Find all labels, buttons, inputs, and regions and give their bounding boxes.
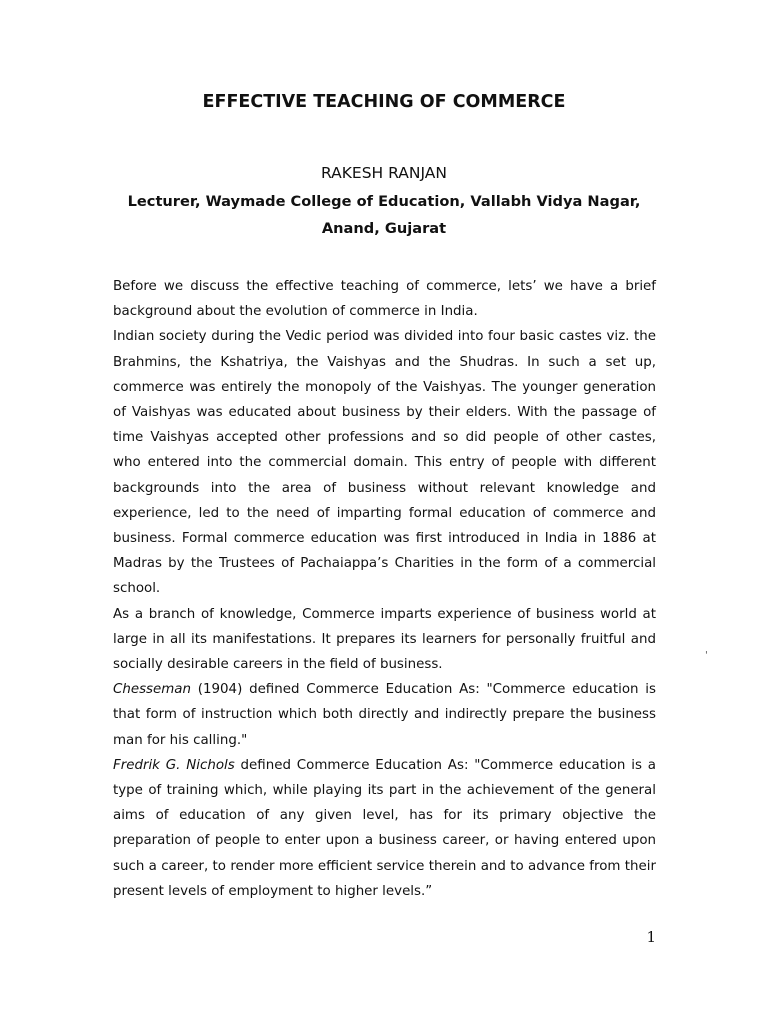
definition-author: Chesseman [113,682,192,698]
paragraph: Indian society during the Vedic period was divided into four basic castes viz. the Brahmins, the Kshatriya, the Vaishyas and the Shudras. In such a set up, commerce was entirely the monopoly of the Vaishyas. The younger generation of Vaishyas was educated about business by their elders. With the passage of time Vaishyas accepted other professions and so did people of other castes, who entered into the commercial domain. This entry of people with different backgrounds into the area of business without relevant knowledge and experience, led to the need of imparting formal education of commerce and business. Formal commerce education was first introduced in India in 1886 at Madras by the Trustees of Pachaiappa’s Charities in the form of a commercial school. [113,329,656,597]
author-affiliation: Lecturer, Waymade College of Education, Vallabh Vidya Nagar, Anand, Gujarat [127,193,641,237]
definition-paragraph [113,677,656,753]
definition-text: (1904) defined Commerce Education As: "Commerce education is that form of instruction which both directly and indirectly prepare the business man for his calling." [113,682,656,748]
paragraph: As a branch of knowledge, Commerce imparts experience of business world at large in all its manifestations. It prepares its learners for personally fruitful and socially desirable careers in the field of business. [113,606,656,673]
document-body [113,274,656,904]
definition-paragraph [113,753,656,904]
paragraph: Before we discuss the effective teaching of commerce, lets’ we have a brief background about the evolution of commerce in India. [113,279,656,320]
definition-author: Fredrik G. Nichols [113,757,235,773]
definition-text: defined Commerce Education As: "Commerce education is a type of training which, while playing its part in the achievement of the general aims of education of any given level, has for its primary objective the preparation of people to enter upon a business career, or having entered upon such a career, to render more efficient service therein and to advance from their present levels of employment to higher levels.” [113,757,656,899]
document-title: EFFECTIVE TEACHING OF COMMERCE [202,92,566,112]
author-name: RAKESH RANJAN [321,164,447,182]
page-number: 1 [646,928,656,946]
stray-mark: ' [705,650,708,661]
